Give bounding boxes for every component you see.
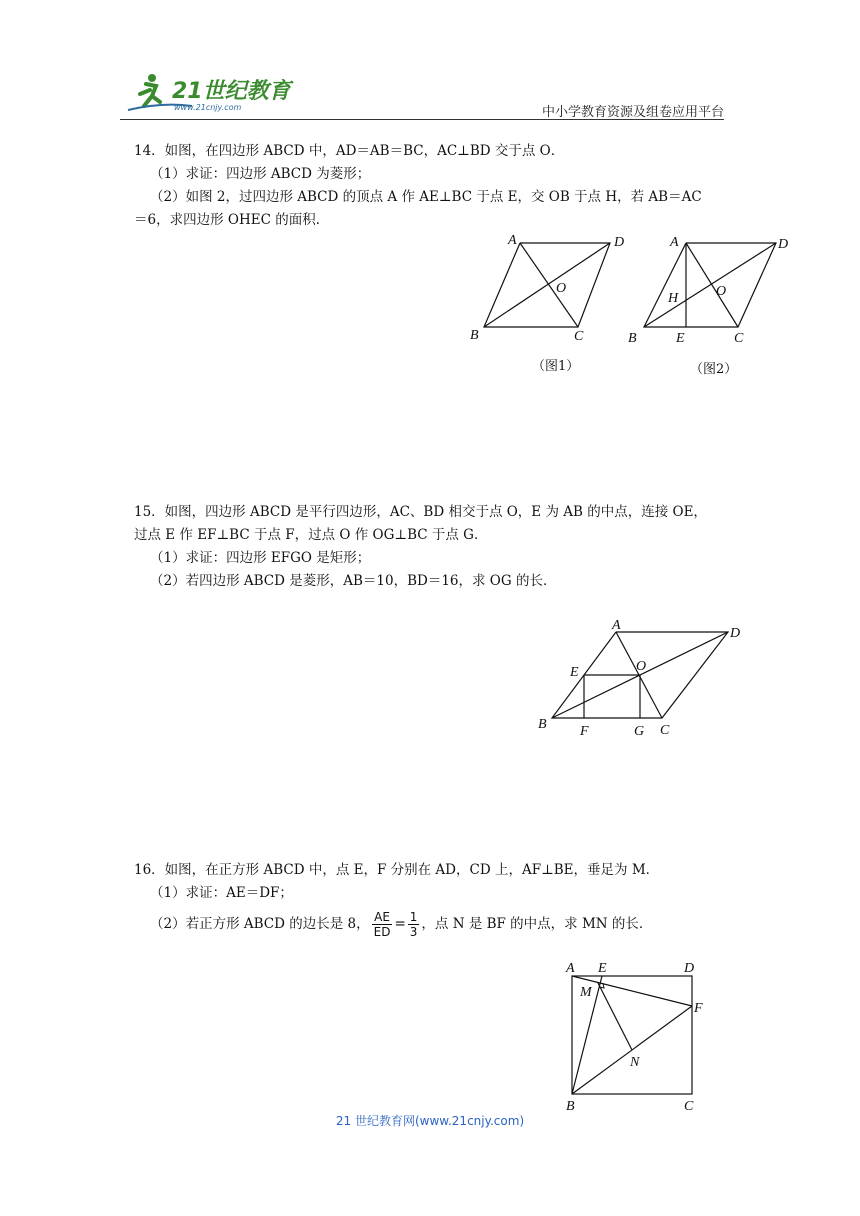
q15-part2: （2）若四边形 ABCD 是菱形，AB＝10，BD＝16，求 OG 的长．	[150, 573, 557, 589]
logo-text: 21世纪教育	[172, 79, 291, 104]
q16-fraction-one-third: $\frac{1}{3}$	[409, 910, 418, 939]
q15-stem: 15．如图，四边形 ABCD 是平行四边形，AC、BD 相交于点 O，E 为 AB 的中点，连接 OE，	[134, 504, 707, 520]
q15-label-D: D	[730, 626, 741, 641]
q16-part2-post: ，点 N 是 BF 的中点，求 MN 的长．	[421, 916, 653, 932]
q16-label-D: D	[684, 961, 695, 976]
q14-part2: （2）如图 2，过四边形 ABCD 的顶点 A 作 AE⊥BC 于点 E，交 OB 于点 H，若 AB＝AC	[150, 189, 702, 205]
q14-part2-cont: ＝6，求四边形 OHEC 的面积．	[134, 212, 330, 228]
q15-label-A: A	[612, 618, 621, 633]
fig2-label-E: E	[676, 331, 685, 346]
q16-stem: 16．如图，在正方形 ABCD 中，点 E，F 分别在 AD，CD 上，AF⊥BE，垂足为 M．	[134, 862, 660, 878]
q16-label-B: B	[566, 1099, 575, 1114]
header-tagline: 中小学教育资源及组卷应用平台	[541, 105, 724, 120]
q15-label-F: F	[580, 724, 589, 739]
q16-fraction-ae-ed: $\frac{AE}{ED}$	[373, 910, 391, 939]
fig2-caption: （图2）	[690, 362, 738, 377]
q16-label-N: N	[630, 1055, 640, 1070]
q15-label-C: C	[660, 723, 670, 738]
fig1-label-O: O	[556, 281, 567, 296]
q14-part1: （1）求证：四边形 ABCD 为菱形；	[150, 166, 371, 182]
q14-figure-1	[470, 233, 624, 374]
fig2-label-H: H	[668, 291, 679, 306]
q15-label-E: E	[570, 665, 579, 680]
fig2-label-B: B	[628, 331, 637, 346]
q16-label-M: M	[580, 985, 592, 1000]
fig1-label-B: B	[470, 328, 479, 343]
fig1-caption: （图1）	[532, 359, 580, 374]
fig2-label-D: D	[778, 237, 789, 252]
fig1-label-C: C	[574, 329, 584, 344]
q15-label-O: O	[636, 659, 647, 674]
fig1-label-D: D	[614, 235, 625, 250]
q16-part2	[150, 910, 652, 939]
q15-part1: （1）求证：四边形 EFGO 是矩形；	[150, 550, 371, 566]
fig2-label-C: C	[734, 331, 744, 346]
q16-label-A: A	[566, 961, 575, 976]
fig1-label-A: A	[508, 233, 517, 248]
q16-label-E: E	[598, 961, 607, 976]
q14-figure-2	[628, 235, 788, 377]
q15-label-G: G	[634, 724, 645, 739]
q16-part1: （1）求证：AE＝DF；	[150, 885, 293, 901]
q14-figures	[460, 230, 800, 390]
q16-label-C: C	[684, 1099, 694, 1114]
fig2-label-A: A	[670, 235, 679, 250]
q15-label-B: B	[538, 717, 547, 732]
q16-part2-pre: （2）若正方形 ABCD 的边长是 8，	[150, 916, 370, 932]
q15-figure	[530, 612, 760, 742]
q16-equals: =	[394, 916, 406, 932]
site-logo	[122, 66, 302, 114]
q14-stem: 14．如图，在四边形 ABCD 中，AD＝AB＝BC，AC⊥BD 交于点 O．	[134, 143, 565, 159]
footer-link[interactable]: 21 世纪教育网(www.21cnjy.com)	[335, 1114, 525, 1128]
logo-url: www.21cnjy.com	[174, 103, 242, 112]
q16-label-F: F	[694, 1001, 703, 1016]
q16-figure	[560, 956, 720, 1116]
q15-stem-cont: 过点 E 作 EF⊥BC 于点 F，过点 O 作 OG⊥BC 于点 G．	[134, 527, 488, 543]
fig2-label-O: O	[716, 284, 727, 299]
header-divider	[120, 119, 724, 120]
